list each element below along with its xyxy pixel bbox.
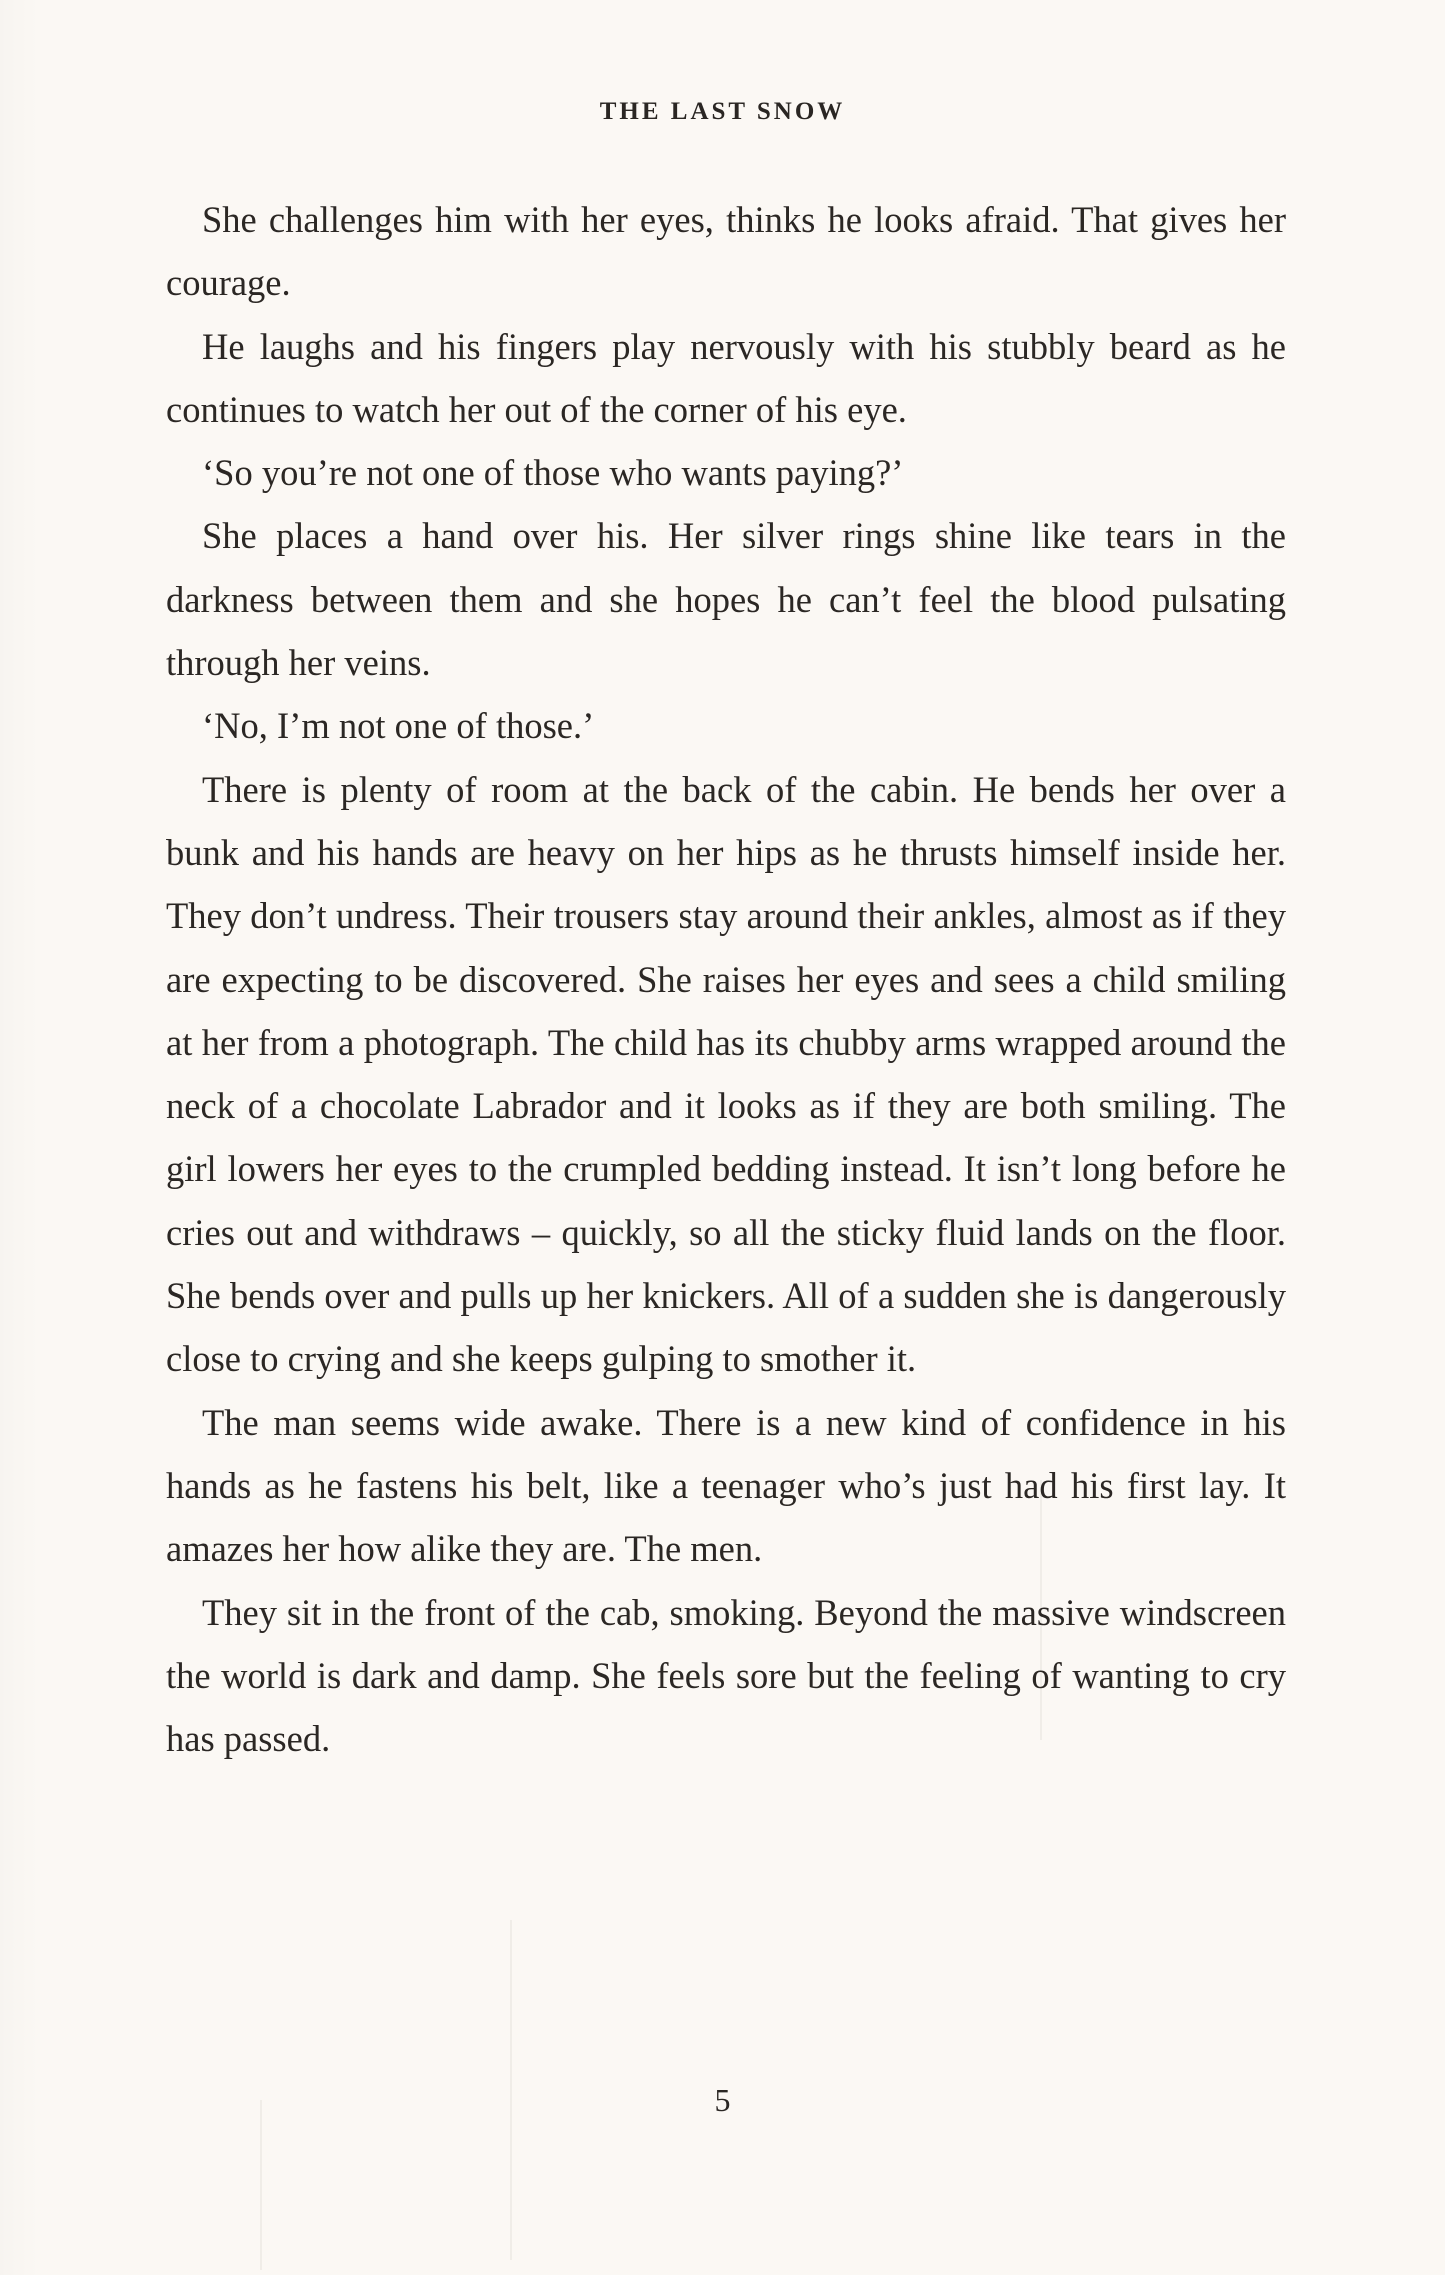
page-number: 5 [714, 2082, 731, 2118]
body-text [166, 188, 1286, 1770]
paragraph: There is plenty of room at the back of the cabin. He bends her over a bunk and his hands are heavy on her hips as he thrusts himself inside her. They don’t undress. Their trousers stay around their ankles, almost as if they are expecting to be discovered. She raises her eyes and sees a child smiling at her from a photograph. The child has its chubby arms wrapped around the neck of a chocolate Labrador and it looks as if they are both smiling. The girl lowers her eyes to the crumpled bedding instead. It isn’t long before he cries out and withdraws – quickly, so all the sticky fluid lands on the floor. She bends over and pulls up her knickers. All of a sudden she is dangerously close to crying and she keeps gulping to smother it. [166, 768, 1286, 1380]
paragraph: ‘No, I’m not one of those.’ [202, 705, 595, 747]
scan-artifact [260, 2100, 262, 2270]
running-head: THE LAST SNOW [599, 98, 846, 125]
paragraph: They sit in the front of the cab, smoking. Beyond the massive windscreen the world is dark and damp. She feels sore but the feeling of wanting to cry has passed. [166, 1591, 1286, 1760]
paragraph: He laughs and his fingers play nervously with his stubbly beard as he continues to watch her out of the corner of his eye. [166, 325, 1286, 430]
paragraph: She challenges him with her eyes, thinks he looks afraid. That gives her courage. [166, 199, 1286, 304]
paragraph: The man seems wide awake. There is a new kind of confidence in his hands as he fastens his belt, like a teenager who’s just had his first lay. It amazes her how alike they are. The men. [166, 1401, 1286, 1570]
paragraph: ‘So you’re not one of those who wants paying?’ [202, 452, 904, 494]
paragraph: She places a hand over his. Her silver rings shine like tears in the darkness between them and she hopes he can’t feel the blood pulsating through her veins. [166, 515, 1286, 684]
